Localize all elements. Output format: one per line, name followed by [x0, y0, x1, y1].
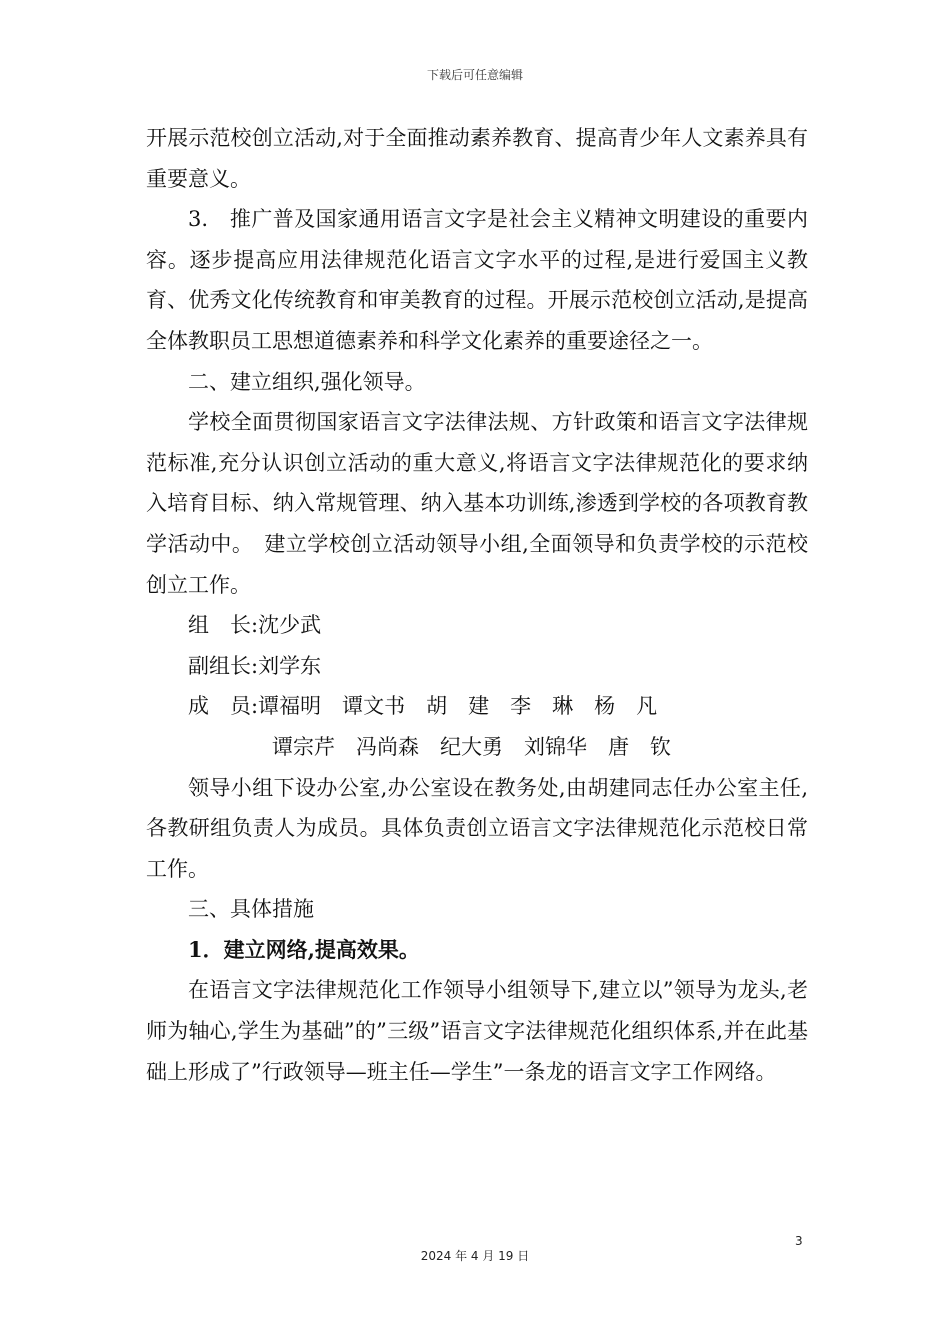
paragraph-1: 开展示范校创立活动,对于全面推动素养教育、提高青少年人文素养具有重要意义。	[146, 126, 808, 191]
paragraph-4: 领导小组下设办公室,办公室设在教务处,由胡建同志任办公室主任,各教研组负责人为成员。具体负责创立语言文字法律规范化示范校日常工作。	[146, 775, 808, 881]
section-heading-3: 三、具体措施	[188, 897, 314, 922]
paragraph-3: 学校全面贯彻国家语言文字法律法规、方针政策和语言文字法律规范标准,充分认识创立活动的重大意义,将语言文字法律规范化的要求纳入培育目标、纳入常规管理、纳入基本功训练,渗透到学校的各项教育教学活动中。 建立学校创立活动领导小组,全面领导和负责学校的示范校创立工作。	[146, 410, 808, 597]
footer-date: 2024 年 4 月 19 日	[420, 1249, 530, 1263]
members-line-1: 成 员:谭福明 谭文书 胡 建 李 琳 杨 凡	[188, 694, 658, 719]
members-line-2: 谭宗芹 冯尚森 纪大勇 刘锦华 唐 钦	[272, 734, 671, 759]
paragraph-2: 3. 推广普及国家通用语言文字是社会主义精神文明建设的重要内容。逐步提高应用法律规范化语言文字水平的过程,是进行爱国主义教育、优秀文化传统教育和审美教育的过程。开展示范校创立活动,是提高全体教职员工思想道德素养和科学文化素养的重要途径之一。	[146, 207, 808, 353]
page-number: 3	[795, 1234, 803, 1248]
subheading-3-1: 1．建立网络,提高效果。	[188, 936, 420, 962]
section-heading-2: 二、建立组织,强化领导。	[188, 369, 426, 394]
paragraph-5: 在语言文字法律规范化工作领导小组领导下,建立以”领导为龙头,老师为轴心,学生为基础”的”三级”语言文字法律规范化组织体系,并在此基础上形成了”行政领导—班主任—学生”一条龙的语言文字工作网络。	[146, 978, 808, 1084]
page-header: 下载后可任意编辑	[426, 68, 523, 82]
leader-line: 组 长:沈少武	[188, 613, 322, 638]
document-body	[146, 118, 808, 1092]
deputy-line: 副组长:刘学东	[188, 653, 322, 678]
